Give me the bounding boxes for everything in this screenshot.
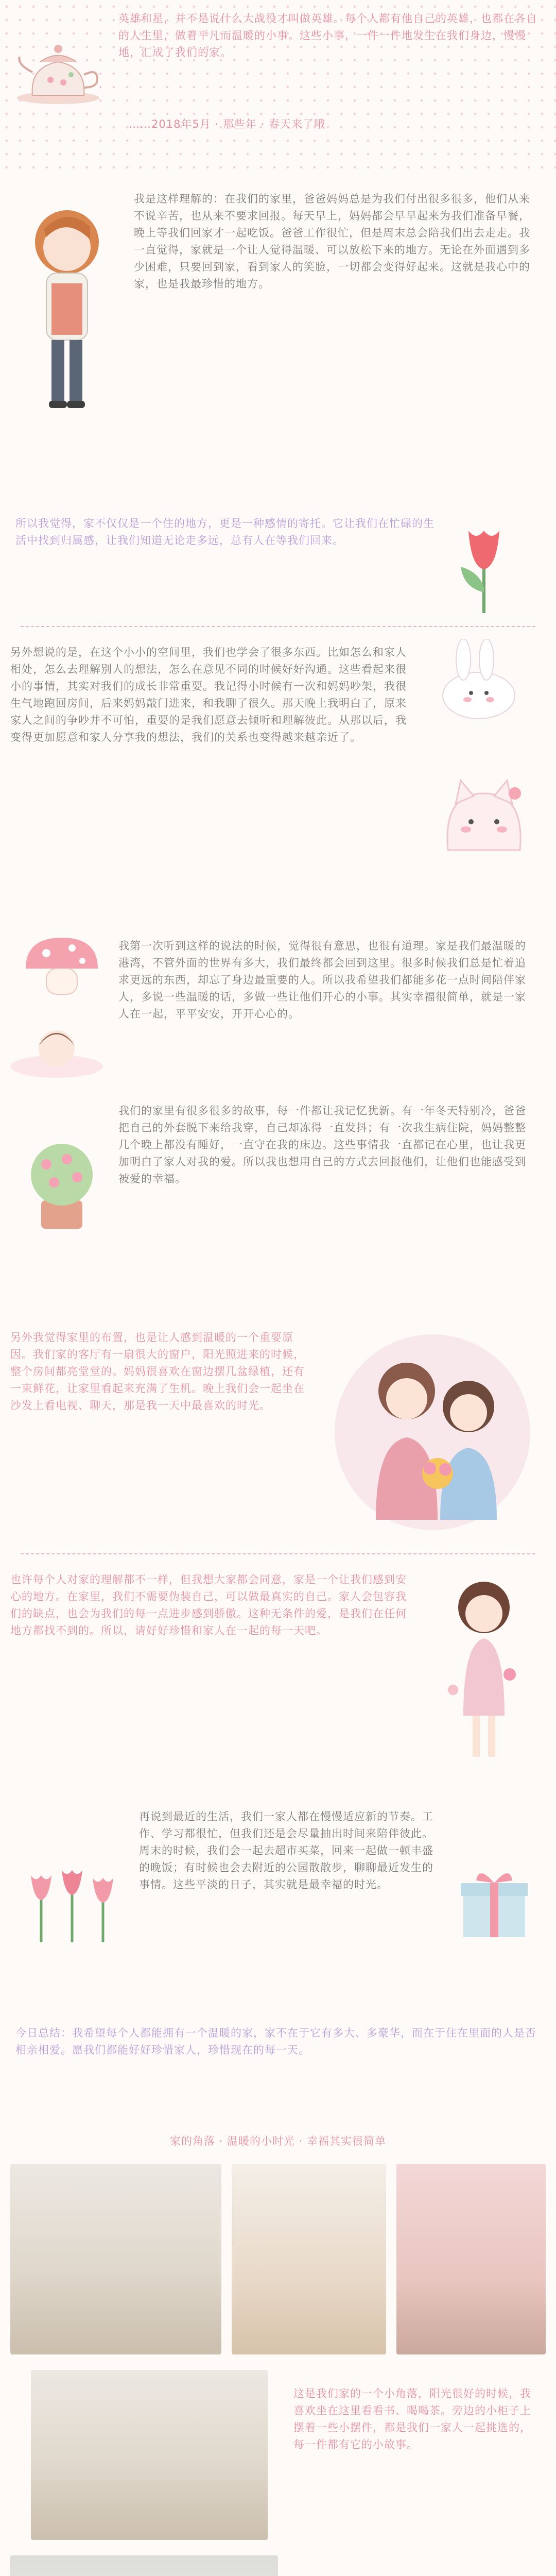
photo-bedroom [396, 2164, 546, 2354]
section-6-text: 再说到最近的生活，我们一家人都在慢慢适应新的节奏。工作、学习都很忙，但我们还是会尽量抽出时间来陪伴彼此。周末的时候，我们会一起去超市买菜，回来一起做一顿丰盛的晚饭；有时候也会去附近的公园散散步，聊聊最近发生的事情。这些平淡的日子，其实就是最幸福的时光。 [139, 1810, 433, 1891]
tulips-illustration [10, 1855, 129, 1947]
section-2-text: 另外想说的是，在这个小小的空间里，我们也学会了很多东西。比如怎么和家人相处，怎么去理解别人的想法，怎么在意见不同的时候好好沟通。这些看起来很小的事情，其实对我们的成长非常重要。我记得小时候有一次和妈妈吵架，我很生气地跑回房间，后来妈妈敲门进来，和我聊了很久。那天晚上我明白了，原来家人之间的争吵并不可怕，重要的是我们愿意去倾听和理解彼此。从那以后，我变得更加愿意和家人分享我的想法，我们的关系也变得越来越亲近了。 [10, 646, 407, 743]
tulip-icon [443, 510, 525, 623]
section-3-text-2: 我们的家里有很多很多的故事，每一件都让我记忆犹新。有一年冬天特别冷，爸爸把自己的外套脱下来给我穿，自己却冻得一直发抖；有一次我生病住院，妈妈整整几个晚上都没有睡好，一直守在我的床边。这些事情我一直都记在心里，也让我更加明白了家人对我的爱。所以我也想用自己的方式去回报他们，让他们也能感受到被爱的幸福。 [118, 1105, 526, 1185]
cat-illustration [432, 773, 535, 860]
girl-illustration [15, 196, 118, 433]
section-4 [0, 1319, 556, 1540]
section-1-text: 我是这样理解的：在我们的家里，爸爸妈妈总是为我们付出很多很多，他们从来不说辛苦，也从来不要求回报。每天早上，妈妈都会早早起来为我们准备早餐，晚上等我们回家才一起吃饭。爸爸工作很忙，但是周末总会陪我们出去走走。我一直觉得，家就是一个让人觉得温暖、可以放松下来的地方。无论在外面遇到多少困难，只要回到家，看到家人的笑脸，一切都会变得好起来。这就是我心中的家，也是我最珍惜的地方。 [134, 193, 530, 290]
gift-box-icon [453, 1860, 535, 1942]
photo-living-room [10, 2164, 221, 2354]
section-3-text: 我第一次听到这样的说法的时候，觉得很有意思，也很有道理。家是我们最温暖的港湾，不管外面的世界有多大，我们最终都会回到这里。很多时候我们总是忙着追求更远的东西，却忘了身边最重要的人。所以我希望我们都能多花一点时间陪伴家人，多说一些温暖的话，多做一些让他们开心的小事。其实幸福很简单，就是一家人在一起，平平安安，开开心心的。 [118, 940, 526, 1020]
intro-text: 英雄和星，并不是说什么大战役才叫做英雄。每个人都有他自己的英雄，也都在各自的人生里，做着平凡而温暖的小事。这些小事，一件一件地发生在我们身边，慢慢地，汇成了我们的家。 [118, 12, 537, 59]
section-5-text: 也许每个人对家的理解都不一样，但我想大家都会同意，家是一个让我们感到安心的地方。在家里，我们不需要伪装自己，可以做最真实的自己。家人会包容我们的缺点，也会为我们的每一点进步感到骄傲。这种无条件的爱，是我们在任何地方都找不到的。所以，请好好珍惜和家人在一起的每一天吧。 [10, 1573, 407, 1637]
section-5 [0, 1561, 556, 1783]
girl-small-illustration [5, 1020, 108, 1082]
mother-daughter-illustration [319, 1324, 546, 1530]
photo-window [10, 2555, 278, 2576]
intro-section [0, 0, 556, 175]
mushroom-illustration [15, 933, 108, 999]
section-1 [0, 175, 556, 505]
flower-plant-illustration [10, 1128, 113, 1231]
closing-section [0, 2020, 556, 2133]
quote-1-text: 所以我觉得，家不仅仅是一个住的地方，更是一种感情的寄托。它让我们在忙碌的生活中找到归属感，让我们知道无论走多远，总有人在等我们回来。 [15, 517, 435, 547]
section-2 [0, 634, 556, 902]
divider-1 [21, 626, 535, 627]
intro-date: ……2018年5月 · 那些年 · 春天来了哦 [129, 118, 325, 130]
photo-dresser [232, 2164, 386, 2354]
photo-dining-table [31, 2370, 268, 2540]
section-3 [0, 933, 556, 1303]
closing-text: 今日总结：我希望每个人都能拥有一个温暖的家，家不在于它有多大、多豪华，而在于住在里面的人是否相亲相爱。愿我们都能好好珍惜家人，珍惜现在的每一天。 [15, 2027, 536, 2056]
bunny-illustration [422, 639, 541, 721]
section-6 [0, 1798, 556, 2004]
girl-flowers-illustration [432, 1571, 535, 1767]
teapot-illustration [9, 21, 107, 108]
photo-caption: 家的角落 · 温暖的小时光 · 幸福其实很简单 [169, 2135, 387, 2147]
section-4-text: 另外我觉得家里的布置，也是让人感到温暖的一个重要原因。我们家的客厅有一扇很大的窗户，阳光照进来的时候，整个房间都亮堂堂的。妈妈很喜欢在窗边摆几盆绿植，还有一束鲜花，让家里看起来充满了生机。晚上我们会一起坐在沙发上看电视、聊天，那是我一天中最喜欢的时光。 [10, 1331, 305, 1412]
divider-2 [21, 1553, 535, 1554]
photo-note-1: 这是我们家的一个小角落，阳光很好的时候，我喜欢坐在这里看看书、喝喝茶。旁边的小柜子上摆着一些小摆件，都是我们一家人一起挑选的，每一件都有它的小故事。 [293, 2387, 531, 2451]
quote-1-section [0, 505, 556, 618]
